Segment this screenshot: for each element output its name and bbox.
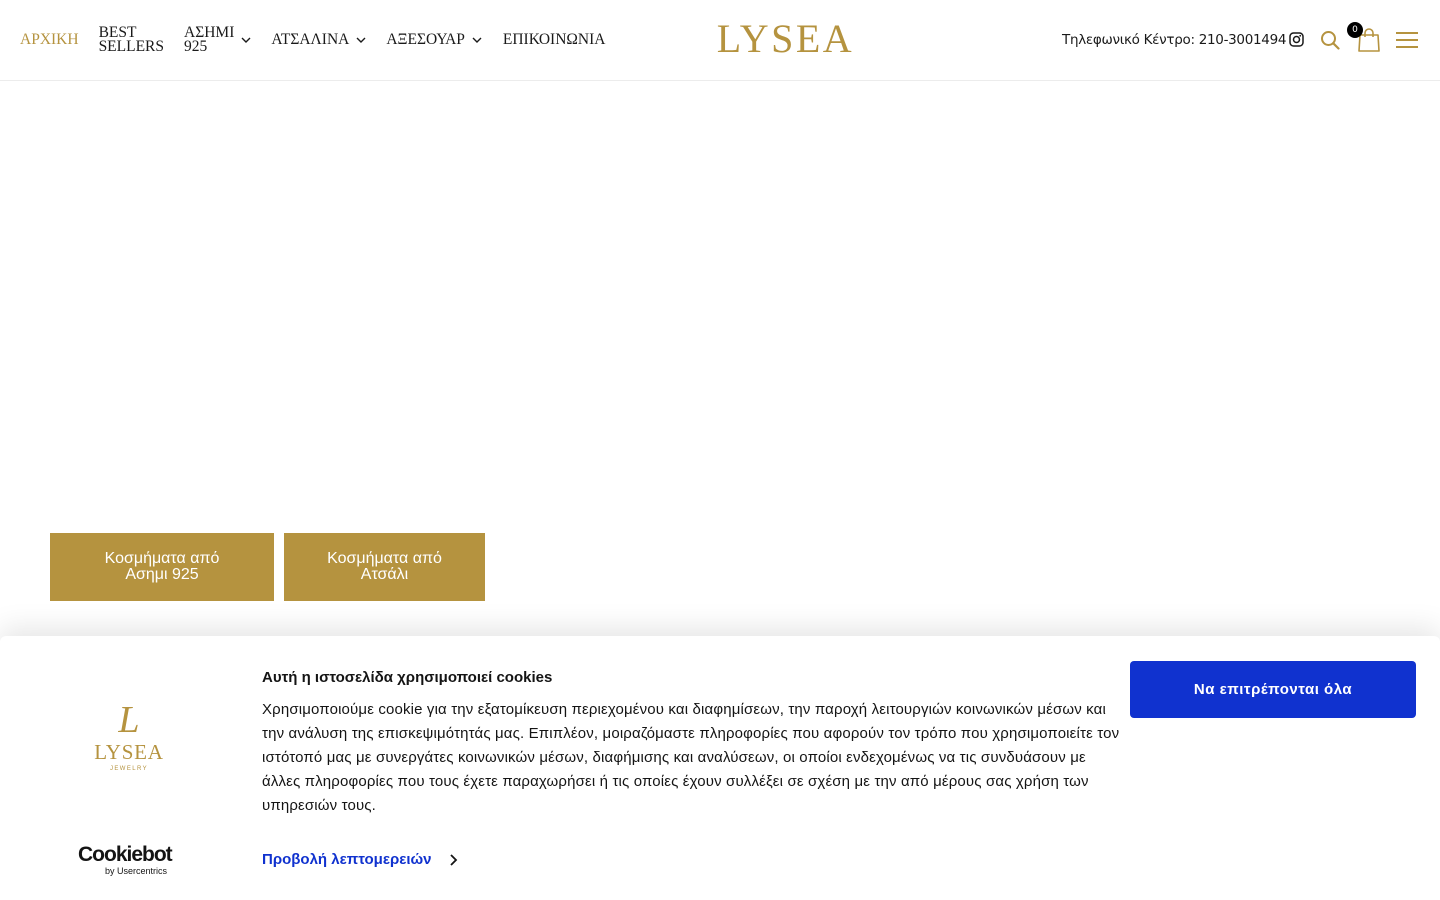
svg-text:L: L (118, 702, 140, 741)
instagram-icon[interactable] (1289, 32, 1304, 47)
steel-button-line2: Ατσάλι (360, 566, 409, 583)
chevron-right-icon (448, 853, 458, 867)
svg-text:JEWELRY: JEWELRY (109, 766, 149, 772)
chevron-down-icon (240, 34, 252, 46)
silver-jewelry-button-label (105, 551, 220, 583)
search-icon[interactable] (1320, 30, 1340, 50)
cookie-title: Αυτή η ιστοσελίδα χρησιμοποιεί cookies (262, 669, 553, 686)
site-logo[interactable]: LYSEA (716, 16, 855, 61)
cookiebot-wordmark: Cookiebot (78, 843, 172, 866)
cookie-description: Χρησιμοποιούμε cookie για την εξατομίκευση περιεχομένου και διαφημίσεων, την παροχή λειτουργιών κοινωνικών μέσων και την ανάλυση της επισκεψιμότητάς μας. Επιπλέον, μοιραζόμαστε πληροφορίες που αφορούν τον τρόπο που χρησιμοποιείτε τον ιστότοπό μας με συνεργάτες κοινωνικών μέσων, διαφήμισης και αναλύσεων, οι οποίοι ενδεχομένως να τις συνδυάσουν με άλλες πληροφορίες που τους έχετε παραχωρήσει ή τις οποίες έχουν συλλέξει σε σχέση με την από μέρους σας χρήση των υπηρεσιών τους. (262, 701, 1120, 814)
nav-item-home[interactable] (20, 33, 79, 47)
nav-item-silver[interactable] (184, 26, 252, 54)
cart-count-badge: 0 (1347, 22, 1363, 38)
nav-item-silver-line2: 925 (184, 38, 208, 55)
main-nav (20, 0, 625, 80)
allow-all-button[interactable]: Να επιτρέπονται όλα (1130, 661, 1416, 718)
phone-center-text: Τηλεφωνικό Κέντρο: 210-3001494 (1062, 32, 1287, 48)
chevron-down-icon (355, 34, 367, 46)
nav-item-best-sellers-line2: SELLERS (98, 38, 165, 55)
menu-line (1396, 32, 1418, 34)
nav-item-best-sellers-line1: BEST (98, 24, 137, 41)
nav-item-steel-label: ΑΤΣΑΛΙΝΑ (271, 31, 350, 48)
nav-item-accessories-label: ΑΞΕΣΟΥΑΡ (386, 31, 465, 48)
nav-item-best-sellers-label (99, 26, 164, 54)
cookie-consent-banner (0, 636, 1440, 900)
silver-button-line2: Ασημι 925 (125, 566, 199, 583)
cookiebot-subtext: by Usercentrics (105, 866, 168, 876)
steel-jewelry-button-label (327, 551, 442, 583)
lysea-jewelry-logo (92, 702, 166, 774)
nav-item-steel[interactable] (271, 33, 367, 47)
svg-text:LYSEA: LYSEA (94, 740, 164, 764)
site-header (0, 0, 1440, 81)
hamburger-menu-icon[interactable] (1396, 32, 1418, 48)
nav-item-contact-label: ΕΠΙΚΟΙΝΩΝΙΑ (502, 31, 606, 48)
silver-jewelry-button[interactable] (50, 533, 274, 601)
chevron-down-icon (471, 34, 483, 46)
silver-button-line1: Κοσμήματα από (104, 550, 220, 567)
nav-item-silver-line1: ΑΣΗΜΙ (184, 24, 235, 41)
cookiebot-logo[interactable] (78, 844, 182, 876)
nav-item-home-label: ΑΡΧΙΚΗ (20, 31, 79, 48)
nav-item-best-sellers[interactable] (99, 26, 164, 54)
steel-jewelry-button[interactable] (284, 533, 485, 601)
show-details-link[interactable] (262, 851, 458, 868)
steel-button-line1: Κοσμήματα από (327, 550, 442, 567)
menu-line (1396, 46, 1418, 48)
nav-item-accessories[interactable] (386, 33, 483, 47)
nav-item-contact[interactable] (503, 33, 606, 47)
menu-line (1396, 39, 1418, 41)
nav-item-silver-label (184, 26, 234, 54)
show-details-label: Προβολή λεπτομερειών (262, 851, 432, 868)
